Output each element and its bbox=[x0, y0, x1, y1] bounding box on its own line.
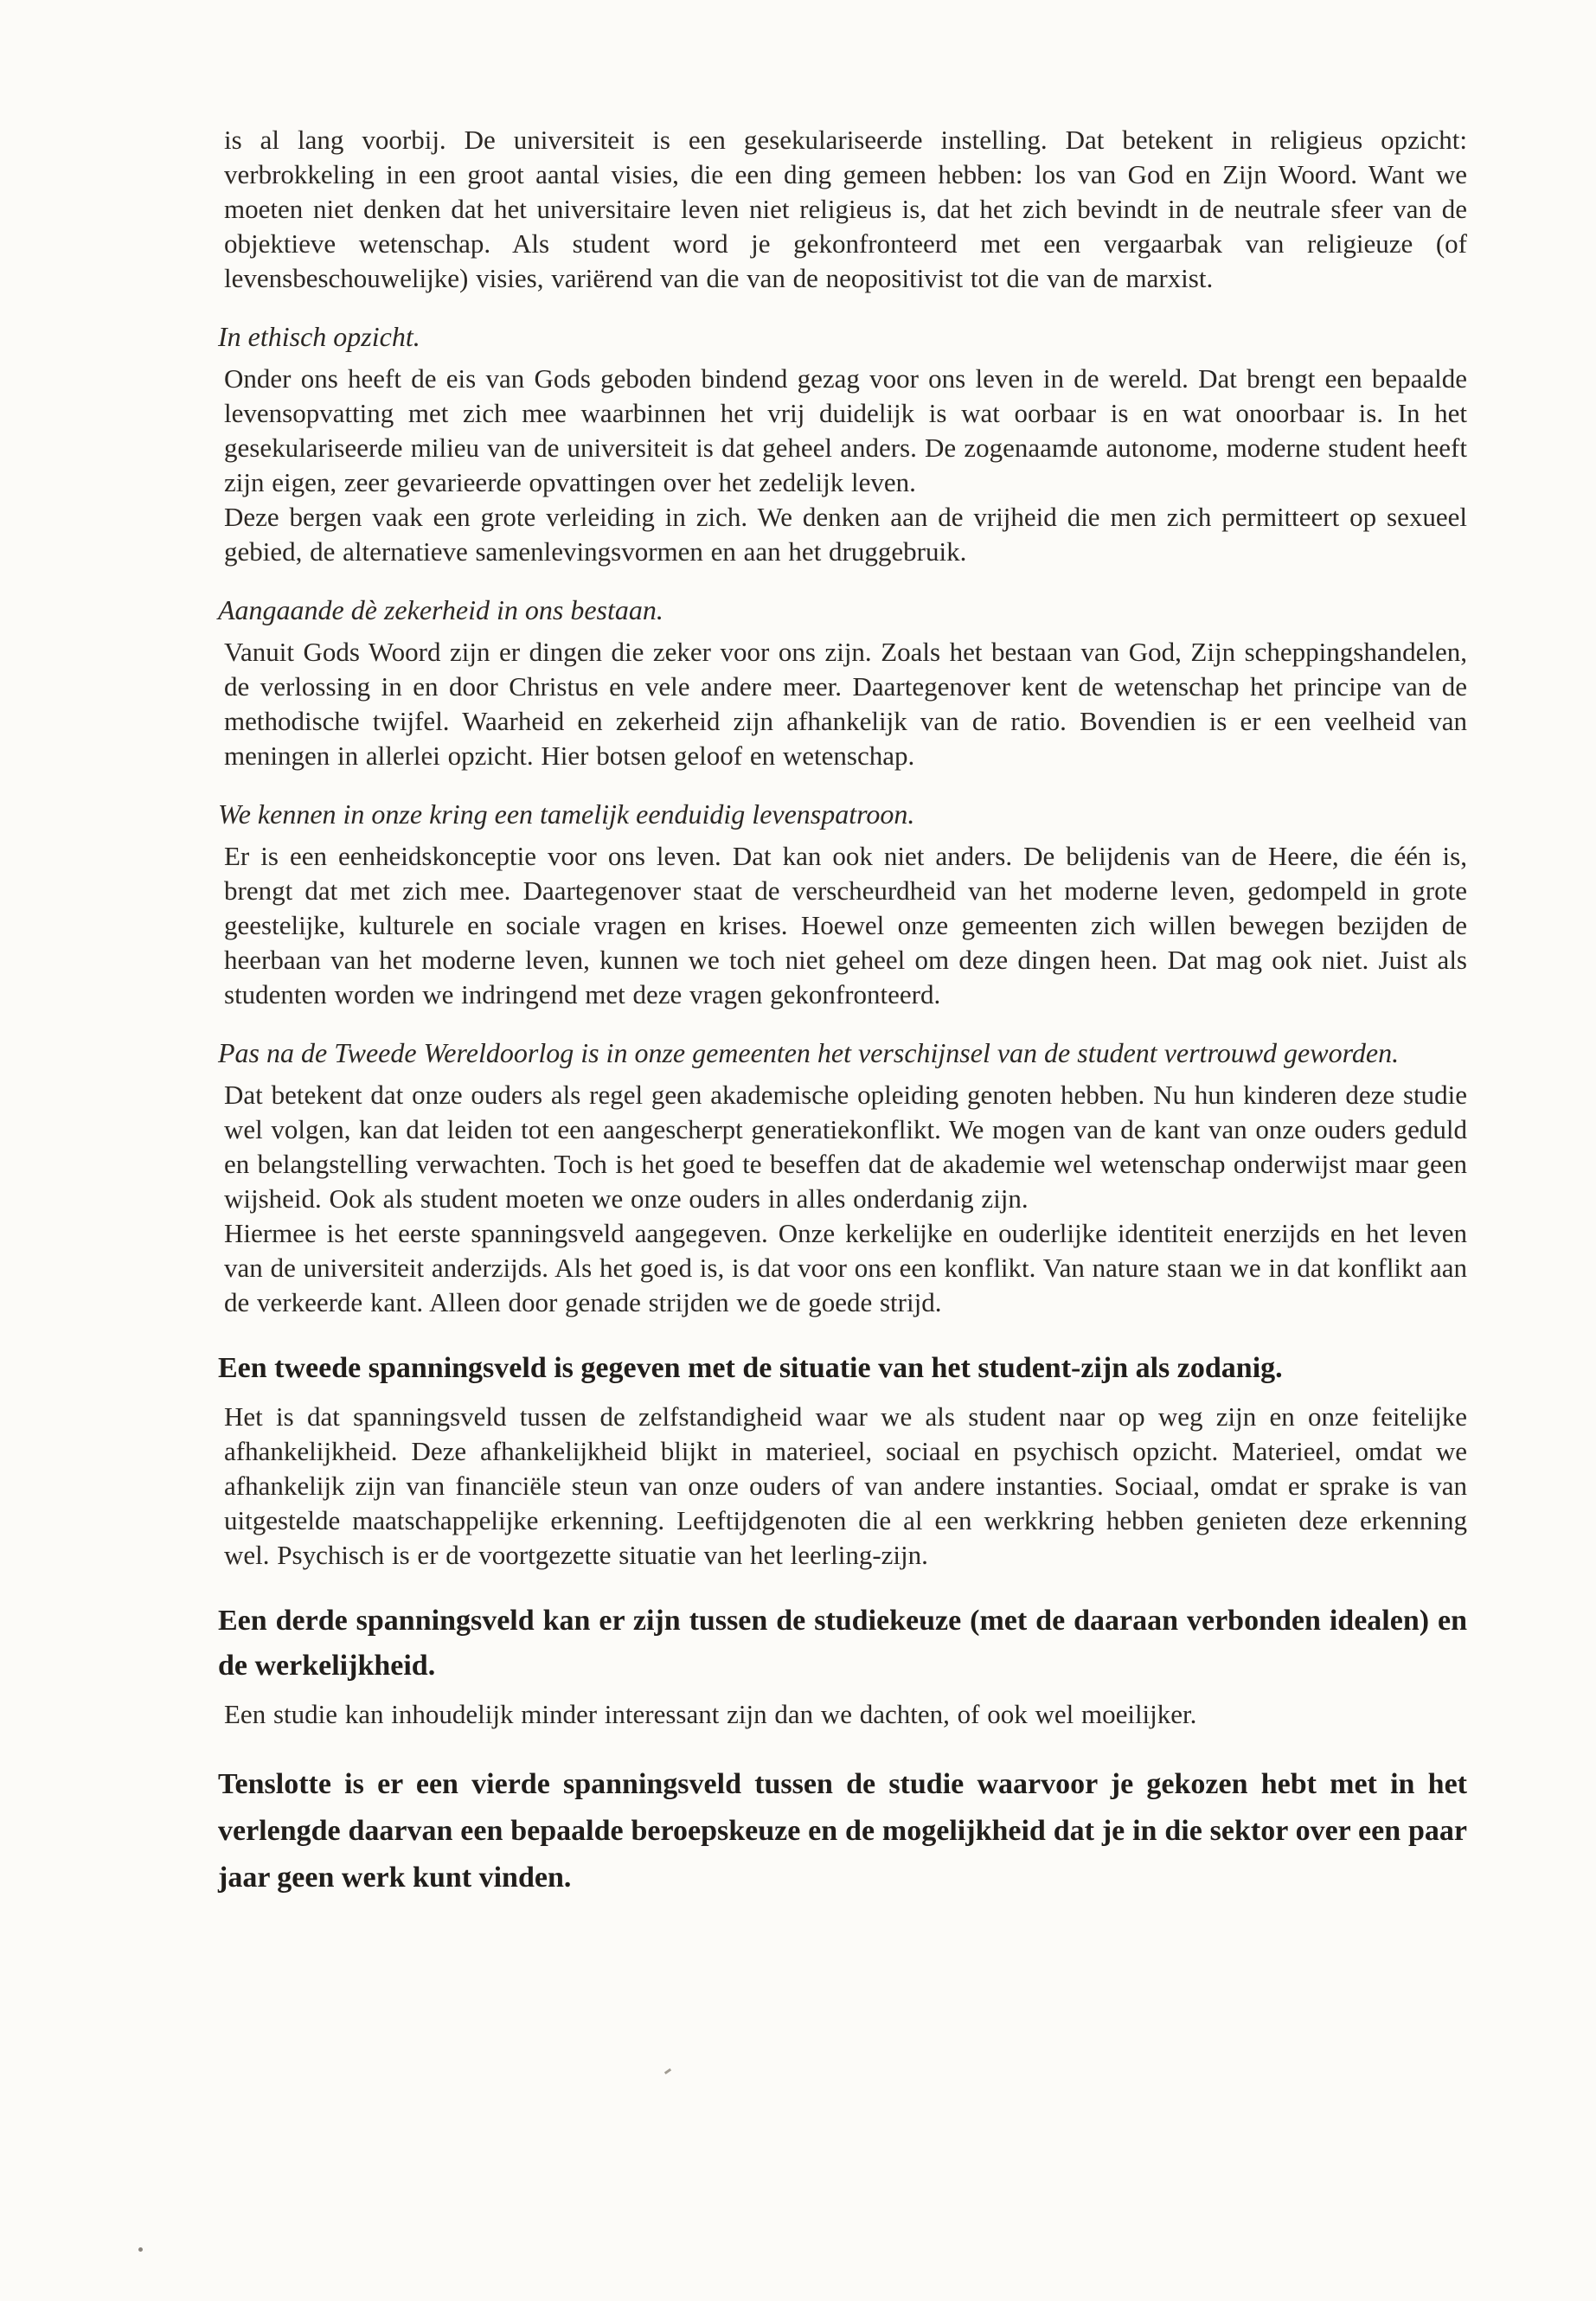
section-zekerheid-bestaan bbox=[218, 592, 1467, 773]
section-paragraph: Dat betekent dat onze ouders als regel geen akademische opleiding genoten hebben. Nu hun kinderen deze studie wel volgen, kan dat leiden tot een aangescherpt generatiekonflikt. We mogen van de kant van onze ouders geduld en belangstelling verwachten. Toch is het goed te beseffen dat de akademie wel wetenschap onderwijst maar geen wijsheid. Ook als student moeten we onze ouders in alles onderdanig zijn. bbox=[224, 1080, 1467, 1214]
section-paragraph: Een studie kan inhoudelijk minder interessant zijn dan we dachten, of ook wel moeilijker. bbox=[224, 1699, 1197, 1729]
section-in-ethisch-opzicht bbox=[218, 318, 1467, 569]
section-heading: We kennen in onze kring een tamelijk eenduidig levenspatroon. bbox=[218, 798, 915, 830]
section-paragraph: Het is dat spanningsveld tussen de zelfstandigheid waar we als student naar op weg zijn en onze feitelijke afhankelijkheid. Deze afhankelijkheid blijkt in materieel, sociaal en psychisch opzicht. Materieel, omdat we afhankelijk zijn van financiële steun van onze ouders of van andere instanties. Sociaal, omdat er sprake is van uitgestelde maatschappelijke erkenning. Leeftijdgenoten die al een werkkring hebben genieten deze erkenning wel. Psychisch is er de voortgezette situatie van het leerling-zijn. bbox=[224, 1401, 1467, 1570]
section-tweede-spanningsveld bbox=[218, 1346, 1467, 1573]
section-paragraph: Hiermee is het eerste spanningsveld aangegeven. Onze kerkelijke en ouderlijke identiteit enerzijds en het leven van de universiteit anderzijds. Als het goed is, is dat voor ons een konflikt. Van nature staan we in dat konflikt aan de verkeerde kant. Alleen door genade strijden we de goede strijd. bbox=[224, 1218, 1467, 1317]
scan-artifact-dot bbox=[138, 2247, 143, 2252]
section-heading: Aangaande dè zekerheid in ons bestaan. bbox=[218, 594, 663, 625]
section-derde-spanningsveld bbox=[218, 1599, 1467, 1732]
closing-paragraph: Tenslotte is er een vierde spanningsveld tussen de studie waarvoor je gekozen hebt met in het verlengde daarvan een bepaalde beroepskeuze en de mogelijkheid dat je in die sektor over een paar jaar geen werk kunt vinden. bbox=[218, 1768, 1467, 1894]
section-paragraph: Onder ons heeft de eis van Gods geboden bindend gezag voor ons leven in de wereld. Dat brengt een bepaalde levensopvatting met zich mee waarbinnen het vrij duidelijk is wat oorbaar is en wat onoorbaar is. In het gesekulariseerde milieu van de universiteit is dat geheel anders. De zogenaamde autonome, moderne student heeft zijn eigen, zeer gevarieerde opvattingen over het zedelijk leven. bbox=[224, 363, 1467, 497]
section-heading: Een derde spanningsveld kan er zijn tussen de studiekeuze (met de daaraan verbonden idealen) en de werkelijkheid. bbox=[218, 1605, 1467, 1682]
section-heading: In ethisch opzicht. bbox=[218, 321, 420, 352]
page-content bbox=[218, 123, 1467, 1901]
scan-artifact-mark bbox=[664, 2068, 671, 2074]
section-paragraph: Er is een eenheidskonceptie voor ons leven. Dat kan ook niet anders. De belijdenis van de Heere, die één is, brengt dat met zich mee. Daartegenover staat de verscheurdheid van het moderne leven, gedompeld in grote geestelijke, kulturele en sociale vragen en krises. Hoewel onze gemeenten zich willen bewegen bezijden de heerbaan van het moderne leven, kunnen we toch niet geheel om deze dingen heen. Dat mag ook niet. Juist als studenten worden we indringend met deze vragen gekonfronteerd. bbox=[224, 841, 1467, 1009]
section-heading: Een tweede spanningsveld is gegeven met de situatie van het student-zijn als zodanig. bbox=[218, 1352, 1283, 1384]
section-heading: Pas na de Tweede Wereldoorlog is in onze gemeenten het verschijnsel van de student vertrouwd geworden. bbox=[218, 1037, 1400, 1068]
section-paragraph: Deze bergen vaak een grote verleiding in zich. We denken aan de vrijheid die men zich permitteert op sexueel gebied, de alternatieve samenlevingsvormen en aan het druggebruik. bbox=[224, 502, 1467, 567]
intro-paragraph: is al lang voorbij. De universiteit is een gesekulariseerde instelling. Dat betekent in religieus opzicht: verbrokkeling in een groot aantal visies, die een ding gemeen hebben: los van God en Zijn Woord. Want we moeten niet denken dat het universitaire leven niet religieus is, dat het zich bevindt in de neutrale sfeer van de objektieve wetenschap. Als student word je gekonfronteerd met een vergaarbak van religieuze (of levensbeschouwelijke) visies, variërend van die van de neopositivist tot die van de marxist. bbox=[224, 125, 1467, 293]
section-eenduidig-levenspatroon bbox=[218, 796, 1467, 1012]
section-paragraph: Vanuit Gods Woord zijn er dingen die zeker voor ons zijn. Zoals het bestaan van God, Zijn scheppingshandelen, de verlossing in en door Christus en vele andere meer. Daartegenover kent de wetenschap het principe van de methodische twijfel. Waarheid en zekerheid zijn afhankelijk van de ratio. Bovendien is er een veelheid van meningen in allerlei opzicht. Hier botsen geloof en wetenschap. bbox=[224, 637, 1467, 771]
section-tweede-wereldoorlog bbox=[218, 1035, 1467, 1320]
